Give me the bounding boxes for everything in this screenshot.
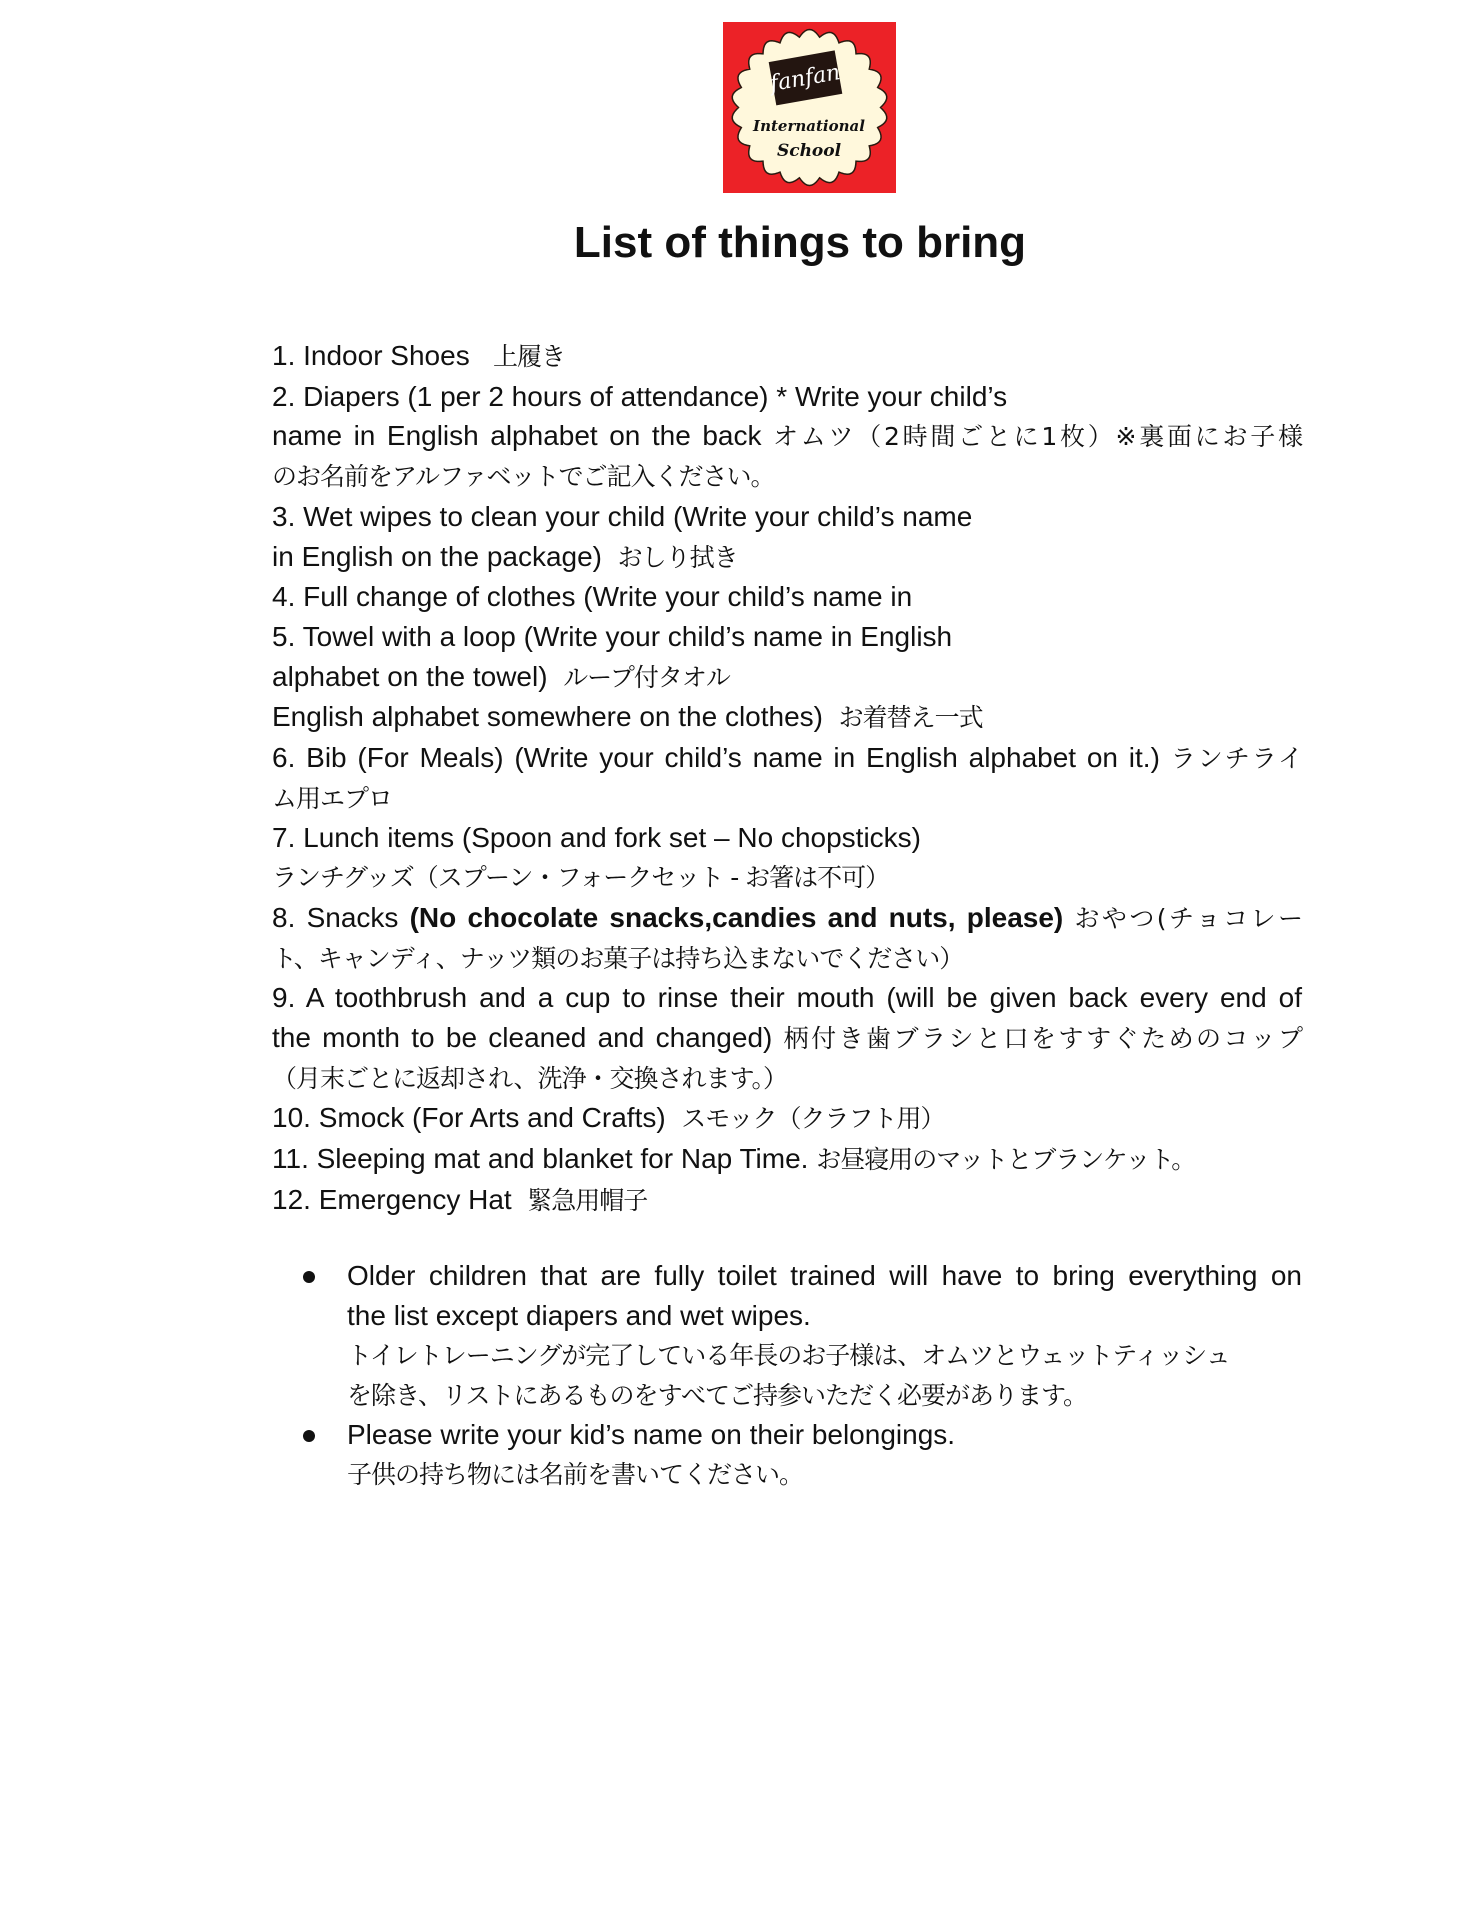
note-item: Please write your kid’s name on their belongings. 子供の持ち物には名前を書いてください。 [347,1415,1302,1494]
list-item: 5. Towel with a loop (Write your child’s name in English [272,620,953,652]
list-item-continuation: the month to be cleaned and changed) 柄付き歯ブラシと口をすすぐためのコップ [272,1021,1302,1053]
items-list [272,336,1302,1495]
bullet-icon [303,1271,315,1283]
list-item: 2. Diapers (1 per 2 hours of attendance) * Write your child’s [272,380,1008,412]
list-item: 8. Snacks (No chocolate snacks,candies and nuts, please) おやつ(チョコレー [272,901,1302,933]
list-item: 12. Emergency Hat 緊急用帽子 [272,1183,648,1215]
list-item: 6. Bib (For Meals) (Write your child’s name in English alphabet on it.) ランチライ [272,742,1302,774]
page-title: List of things to bring [573,218,1027,267]
bullet-icon [303,1430,315,1442]
list-item-continuation: in English on the package) おしり拭き [272,540,738,572]
list-item-continuation: English alphabet somewhere on the clothes) お着替え一式 [272,701,983,733]
logo-line1-text: International [753,117,865,135]
list-item: 7. Lunch items (Spoon and fork set – No chopsticks) [272,822,921,854]
list-item: 9. A toothbrush and a cup to rinse their mouth (will be given back every end of [272,982,1302,1014]
list-item: 4. Full change of clothes (Write your child’s name in [272,581,913,613]
logo-line2-text: School [776,141,842,161]
list-item: 10. Smock (For Arts and Crafts) スモック（クラフト用） [272,1102,945,1134]
list-item-continuation: name in English alphabet on the back オムツ（2時間ごとに1枚）※裏面にお子様 [272,420,1302,452]
notes-list [272,1256,1302,1494]
list-item-continuation: （月末ごとに返却され、洗浄・交換されます。） [272,1063,788,1093]
school-logo [723,22,896,193]
list-item: 11. Sleeping mat and blanket for Nap Time. お昼寝用のマットとブランケット。 [272,1143,1196,1175]
list-item: 3. Wet wipes to clean your child (Write your child’s name [272,500,973,532]
list-item-continuation: ト、キャンディ、ナッツ類のお菓子は持ち込まないでください） [272,943,964,973]
list-item: 1. Indoor Shoes 上履き [272,340,566,371]
note-item: Older children that are fully toilet trained will have to bring everything on the list except diapers and wet wipes. トイレトレーニングが完了している年長のお子様は、オムツとウェットティッシュ を除き、リストにあるものをすべてご持参いただく必要があります。 [347,1256,1302,1415]
logo-brand-text: fanfan [768,60,843,97]
emphasis-text: (No chocolate snacks,candies and nuts, please) [409,901,1064,933]
list-item-continuation: ム用エプロ [272,783,393,813]
list-item-continuation: ランチグッズ（スプーン・フォークセット - お箸は不可） [272,863,890,893]
list-item-continuation: alphabet on the towel) ループ付タオル [272,660,730,692]
list-item-continuation: のお名前をアルファベットでご記入ください。 [272,462,775,492]
